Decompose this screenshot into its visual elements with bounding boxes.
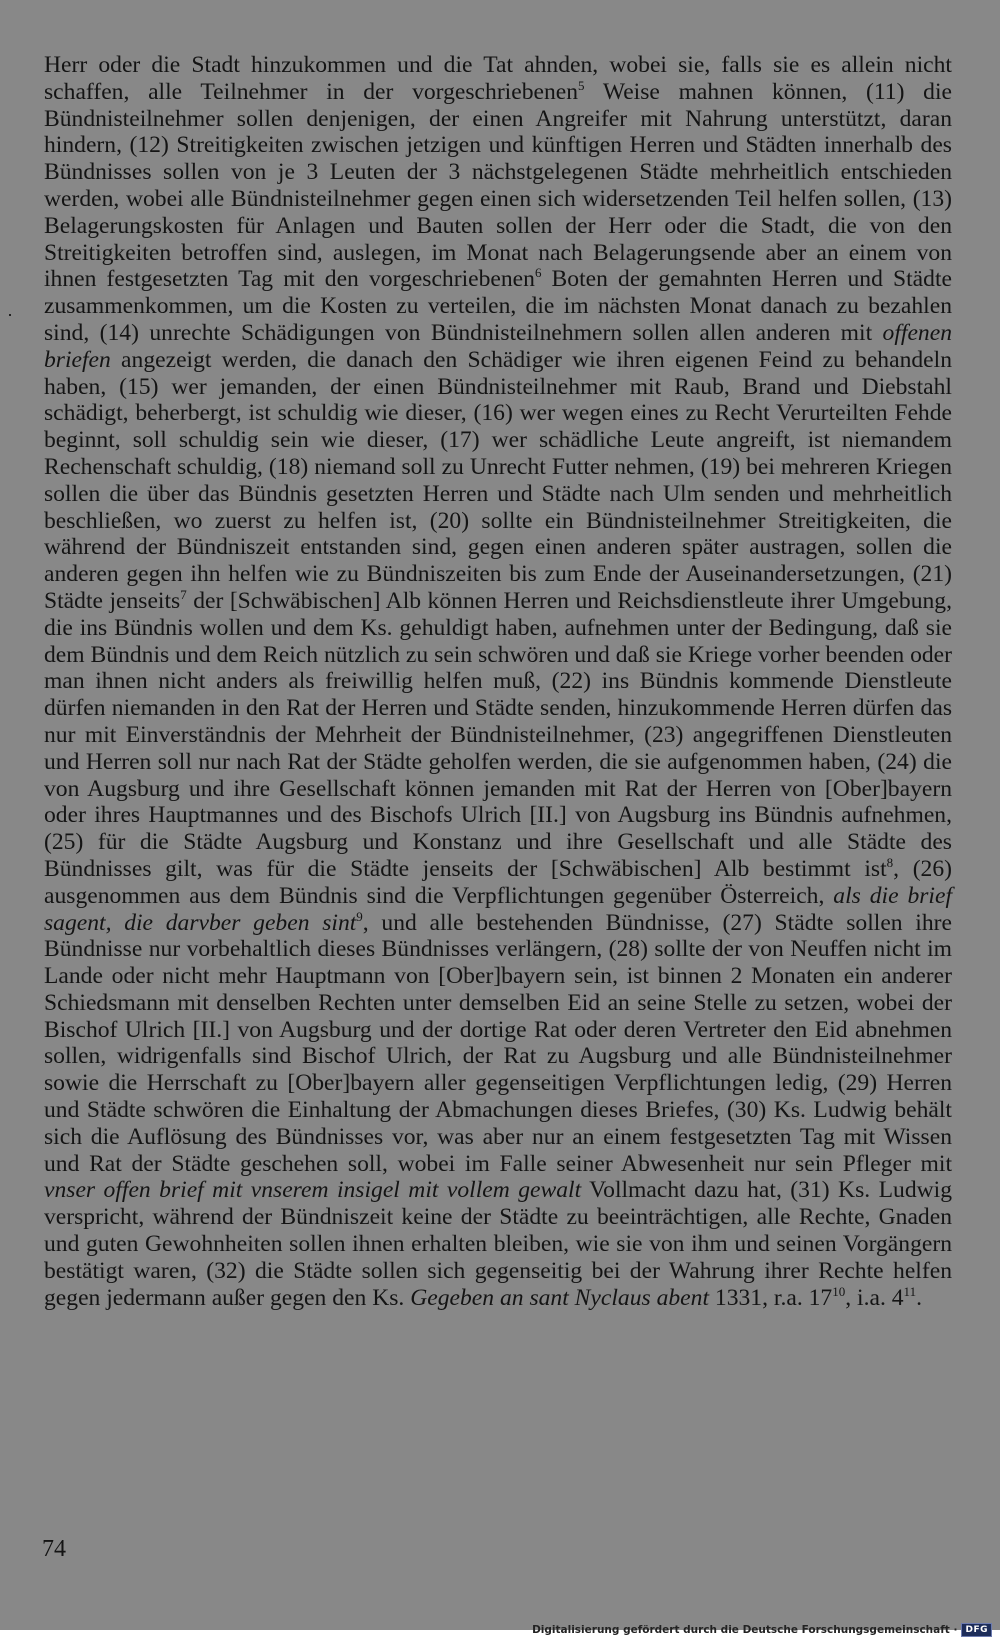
quoted-source-text: Gegeben an sant Nyclaus abent (410, 1284, 710, 1311)
dfg-logo: DFG (961, 1623, 992, 1637)
text-run: Boten der gemahnten Herren und Städte zusammenkommen, um die Kosten zu verteilen, die im nächsten Monat danach zu bezahlen sind, (14) unrechte Schädigungen von Bündnisteilnehmern sollen allen anderen mit (44, 266, 952, 346)
text-run: 1331, r.a. 17 (709, 1284, 833, 1311)
digitization-footer (532, 1620, 992, 1640)
footnote-ref-11: 11 (903, 1283, 917, 1299)
text-run: , und alle bestehenden Bündnisse, (27) Städte sollen ihre Bündnisse nur vorbehaltlich dieses Bündnisses verlängern, (28) sollte der von Neuffen nicht im Lande oder nicht mehr Hauptmann von [Ober]bayern sein, ist binnen 2 Monaten ein anderer Schiedsmann mit denselben Rechten unter demselben Eid an seine Stelle zu setzen, wobei der Bischof Ulrich [II.] von Augsburg und der dortige Rat oder deren Vertreter den Eid abnehmen sollen, widrigenfalls sind Bischof Ulrich, der Rat zu Augsburg und alle Bündnisteilnehmer sowie die Herrschaft zu [Ober]bayern aller gegenseitigen Verpflichtungen ledig, (29) Herren und Städte schwören die Einhaltung der Abmachungen dieses Briefes, (30) Ks. Ludwig behält sich die Auflösung des Bündnisses vor, was aber nur an einem festgesetzten Tag mit Wissen und Rat der Städte geschehen soll, wobei im Falle seiner Abwesenheit nur sein Pfleger mit (44, 909, 952, 1177)
text-run: . (916, 1284, 922, 1311)
footnote-ref-8: 8 (886, 854, 894, 870)
footnote-ref-5: 5 (578, 77, 585, 93)
text-run: Herr oder die Stadt hinzukommen und die Tat ahnden, wobei sie, falls sie es allein nicht schaffen, alle Teilnehmer in der vorgeschriebenen (44, 52, 952, 105)
page-number: 74 (42, 1536, 66, 1562)
text-run: , (26) ausgenommen aus dem Bündnis sind die Verpflichtungen gegenüber Österreich, (44, 855, 952, 909)
quoted-source-text: offenen briefen (44, 319, 952, 373)
quoted-source-text: vnser offen brief mit vnserem insigel mit vollem gewalt (44, 1177, 582, 1204)
scan-speck (9, 314, 11, 316)
text-run: angezeigt werden, die danach den Schädiger wie ihren eigenen Feind zu behandeln haben, (15) wer jemanden, der einen Bündnisteilnehmer mit Raub, Brand und Diebstahl schädigt, beherbergt, ist schuldig wie dieser, (16) wer wegen eines zu Recht Verurteilten Fehde beginnt, soll schuldig sein wie dieser, (17) wer schädliche Leute angreift, ist niemandem Rechenschaft schuldig, (18) niemand soll zu Unrecht Futter nehmen, (19) bei mehreren Kriegen sollen die über das Bündnis gesetzten Herren und Städte nach Ulm senden und mehrheitlich beschließen, wo zuerst zu helfen ist, (20) sollte ein Bündnisteilnehmer Streitigkeiten, die während der Bündniszeit entstanden sind, gegen einen anderen später austragen, sollen die anderen gegen ihn helfen wie zu Bündniszeiten bis zum Ende der Auseinandersetzungen, (21) Städte jenseits (44, 346, 952, 614)
text-run: Vollmacht dazu hat, (31) Ks. Ludwig verspricht, während der Bündniszeit keine der Städte zu beeinträchtigen, alle Rechte, Gnaden und guten Gewohnheiten sollen ihnen erhalten bleiben, wie sie von ihm und seinen Vorgängern bestätigt waren, (32) die Städte sollen sich gegenseitig bei der Wahrung ihrer Rechte helfen gegen jedermann außer gegen den Ks. (44, 1177, 953, 1311)
body-paragraph (44, 52, 952, 1311)
quoted-source-text: als die brief sagent, die darvber geben sint (44, 882, 953, 936)
footnote-ref-9: 9 (356, 908, 363, 924)
footnote-ref-10: 10 (832, 1283, 846, 1299)
text-run: Weise mahnen können, (11) die Bündnisteilnehmer sollen denjenigen, der einen Angreifer mit Nahrung unterstützt, daran hindern, (12) Streitigkeiten zwischen jetzigen und künftigen Herren und Städten innerhalb des Bündnisses sollen von je 3 Leuten der 3 nächstgelegenen Städte mehrheitlich entschieden werden, wobei alle Bündnisteilnehmer gegen einen sich widersetzenden Teil helfen sollen, (13) Belagerungskosten für Anlagen und Bauten sollen der Herr oder die Stadt, die von den Streitigkeiten betroffen sind, auslegen, im Monat nach Belagerungsende aber an einem von ihnen festgesetzten Tag mit den vorgeschriebenen (44, 78, 952, 293)
footnote-ref-7: 7 (180, 586, 187, 602)
text-run: der [Schwäbischen] Alb können Herren und Reichsdienstleute ihrer Umgebung, die ins Bündnis wollen und dem Ks. gehuldigt haben, aufnehmen unter der Bedingung, daß sie dem Bündnis und dem Reich nützlich zu sein schwören und daß sie Kriege vorher beenden oder man ihnen nicht anders als freiwillig helfen muß, (22) ins Bündnis kommende Dienstleute dürfen niemanden in den Rat der Herren und Städte senden, hinzukommende Herren dürfen das nur mit Einverständnis der Mehrheit der Bündnisteilnehmer, (23) angegriffenen Dienstleuten und Herren soll nur nach Rat der Städte geholfen werden, die sie aufgenommen haben, (24) die von Augsburg und ihre Gesellschaft können jemanden mit Rat der Herren von [Ober]bayern oder ihres Hauptmannes und des Bischofs Ulrich [II.] von Augsburg ins Bündnis aufnehmen, (25) für die Städte Augsburg und Konstanz und ihre Gesellschaft und alle Städte des Bündnisses gilt, was für die Städte jenseits der [Schwäbischen] Alb bestimmt ist (44, 587, 952, 882)
footnote-ref-6: 6 (534, 265, 542, 281)
footer-credit-text: Digitalisierung gefördert durch die Deutsche Forschungsgemeinschaft · (532, 1624, 958, 1636)
text-run: , i.a. 4 (845, 1284, 904, 1311)
